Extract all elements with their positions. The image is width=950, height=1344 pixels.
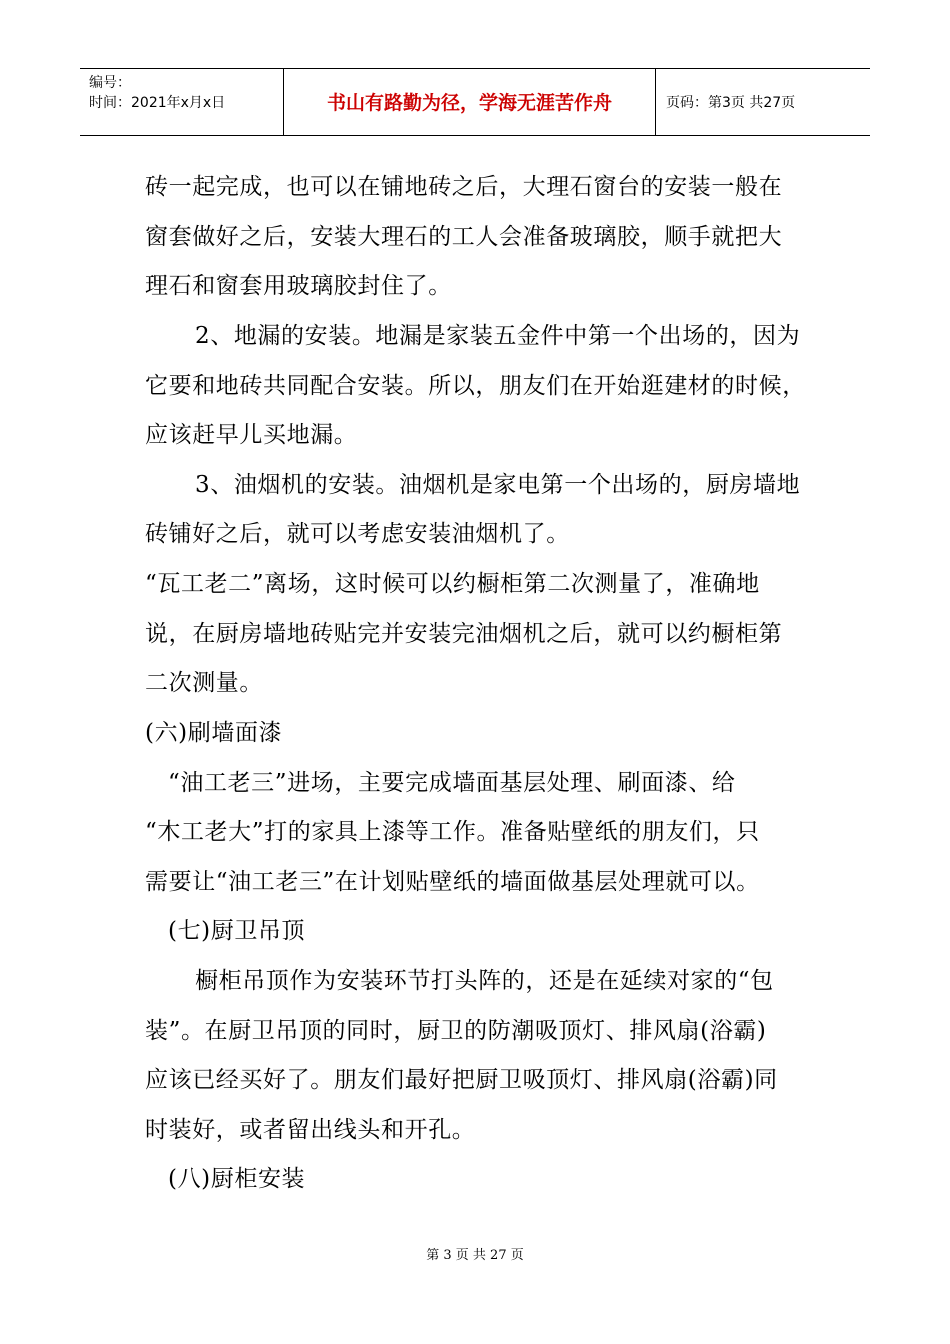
body-line: 窗套做好之后，安装大理石的工人会准备玻璃胶，顺手就把大 bbox=[145, 224, 783, 250]
body-line: 需要让“油工老三”在计划贴壁纸的墙面做基层处理就可以。 bbox=[145, 869, 760, 895]
header-info-cell bbox=[80, 69, 283, 135]
header-page-cell bbox=[656, 69, 870, 135]
body-line: 理石和窗套用玻璃胶封住了。 bbox=[145, 273, 452, 299]
body-line: 2、地漏的安装。地漏是家装五金件中第一个出场的，因为 bbox=[195, 323, 801, 349]
page-header bbox=[80, 68, 870, 136]
body-line: 砖一起完成，也可以在铺地砖之后，大理石窗台的安装一般在 bbox=[145, 174, 783, 200]
body-line: 3、油烟机的安装。油烟机是家电第一个出场的，厨房墙地 bbox=[195, 472, 801, 498]
body-line: 装”。在厨卫吊顶的同时，厨卫的防潮吸顶灯、排风扇(浴霸) bbox=[145, 1018, 767, 1044]
section-heading: (七)厨卫吊顶 bbox=[168, 918, 306, 944]
document-number-label: 编号： bbox=[89, 75, 131, 91]
body-line: 时装好，或者留出线头和开孔。 bbox=[145, 1117, 476, 1143]
section-heading: (六)刷墙面漆 bbox=[145, 720, 283, 746]
page-footer: 第 3 页 共 27 页 bbox=[426, 1248, 524, 1263]
header-page-code: 页码：第3页 共27页 bbox=[666, 95, 796, 111]
document-time-label: 时间：2021年x月x日 bbox=[89, 95, 226, 111]
body-line: 说，在厨房墙地砖贴完并安装完油烟机之后，就可以约橱柜第 bbox=[145, 621, 783, 647]
body-line: 二次测量。 bbox=[145, 670, 263, 696]
header-motto: 书山有路勤为径，学海无涯苦作舟 bbox=[326, 92, 612, 114]
header-motto-cell bbox=[283, 69, 656, 135]
body-line: “油工老三”进场，主要完成墙面基层处理、刷面漆、给 bbox=[168, 770, 736, 796]
section-heading: (八)厨柜安装 bbox=[168, 1166, 306, 1192]
body-line: 它要和地砖共同配合安装。所以，朋友们在开始逛建材的时候， bbox=[145, 373, 806, 399]
body-line: 砖铺好之后，就可以考虑安装油烟机了。 bbox=[145, 521, 570, 547]
body-line: 橱柜吊顶作为安装环节打头阵的，还是在延续对家的“包 bbox=[195, 968, 774, 994]
body-line: 应该已经买好了。朋友们最好把厨卫吸顶灯、排风扇(浴霸)同 bbox=[145, 1067, 778, 1093]
body-line: “瓦工老二”离场，这时候可以约橱柜第二次测量了，准确地 bbox=[145, 571, 760, 597]
body-line: 应该赶早儿买地漏。 bbox=[145, 422, 358, 448]
body-line: “木工老大”打的家具上漆等工作。准备贴壁纸的朋友们，只 bbox=[145, 819, 760, 845]
